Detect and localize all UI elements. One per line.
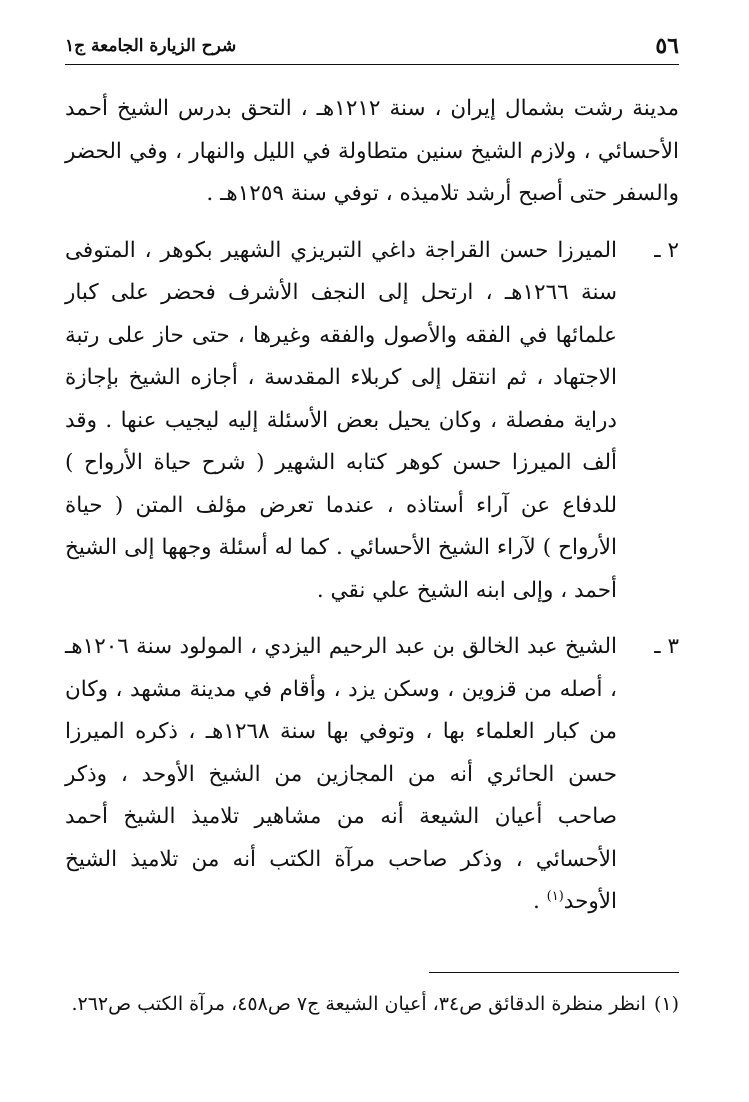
footnote-separator [429, 972, 679, 973]
continuation-paragraph: مدينة رشت بشمال إيران ، سنة ١٢١٢هـ ، التحق بدرس الشيخ أحمد الأحسائي ، ولازم الشيخ سنين متطاولة في الليل والنهار ، وفي الحضر والسفر حتى أصبح أرشد تلاميذه ، توفي سنة ١٢٥٩هـ . [65, 96, 679, 206]
item-text: الميرزا حسن القراجة داغي التبريزي الشهير بكوهر ، المتوفى سنة ١٢٦٦هـ ، ارتحل إلى النجف الأشرف فحضر على كبار علمائها في الفقه والأصول والفقه وغيرها ، حتى حاز على رتبة الاجتهاد ، ثم انتقل إلى كربلاء المقدسة ، أجازه الشيخ بإجازة دراية مفصلة ، وكان يحيل بعض الأسئلة إليه ليجيب عنها . وقد ألف الميرزا حسن كوهر كتابه الشهير ( شرح حياة الأرواح ) للدفاع عن آراء أستاذه ، عندما تعرض مؤلف المتن ( حياة الأرواح ) لآراء الشيخ الأحسائي . كما له أسئلة وجهها إلى الشيخ أحمد ، وإلى ابنه الشيخ علي نقي . [65, 237, 617, 603]
running-title: شرح الزيارة الجامعة ج١ [65, 36, 237, 56]
main-text [65, 88, 679, 924]
footnotes [65, 982, 679, 1026]
item-marker: ٢ ـ [654, 237, 679, 263]
item-text: الشيخ عبد الخالق بن عبد الرحيم اليزدي ، المولود سنة ١٢٠٦هـ ، أصله من قزوين ، وسكن يزد ، وأقام في مدينة مشهد ، وكان من كبار العلماء بها ، وتوفي بها سنة ١٢٦٨هـ ، ذكره الميرزا حسن الحائري أنه من المجازين من الشيخ الأوحد ، وذكر صاحب أعيان الشيعة أنه من مشاهير تلاميذ الشيخ أحمد الأحسائي ، وذكر صاحب مرآة الكتب أنه من تلاميذ الشيخ الأوحد [65, 634, 617, 914]
item-marker: ٣ ـ [654, 634, 679, 659]
item-text-tail: . [532, 889, 547, 914]
footnote-reference[interactable]: (١) [546, 888, 564, 904]
page-header [65, 28, 679, 65]
footnote-marker: (١) [653, 993, 679, 1015]
list-item-2 [65, 230, 679, 613]
item-text-with-footnote [65, 626, 617, 924]
footnote-text: انظر منظرة الدقائق ص٣٤، أعيان الشيعة ج٧ ص٤٥٨، مرآة الكتب ص٢٦٢. [71, 993, 646, 1015]
page-number: ٥٦ [655, 33, 679, 59]
footnote-1 [65, 982, 679, 1026]
list-item-3 [65, 626, 679, 924]
